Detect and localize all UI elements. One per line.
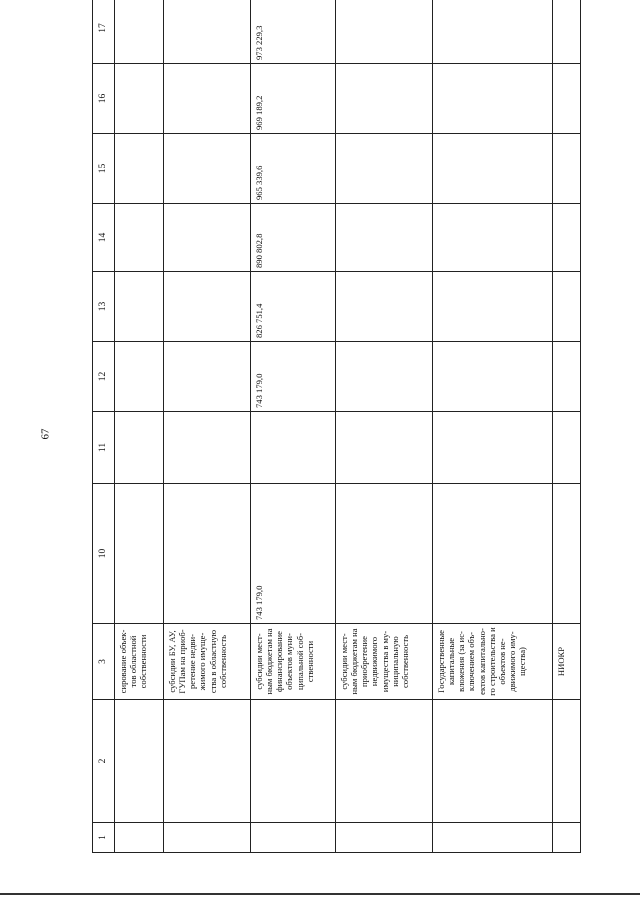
value-cell (115, 412, 164, 484)
cell-col2 (553, 700, 581, 823)
value-cell: 743 179,0 (251, 342, 336, 412)
value-cell: 743 179,0 (251, 484, 336, 624)
value-cell (433, 342, 553, 412)
cell-col2 (251, 700, 336, 823)
table-row (164, 0, 251, 853)
value-cell (164, 412, 251, 484)
table-row (336, 0, 433, 853)
value-cell (115, 0, 164, 64)
header-cell: 10 (93, 484, 115, 624)
cell-col1 (164, 823, 251, 853)
cell-col2 (164, 700, 251, 823)
value-cell (553, 342, 581, 412)
row-label: субсидии БУ, АУ, ГУПам на приоб-ретение недви-жимого имуще-ства в областную собственность (164, 624, 251, 700)
row-label: субсидии мест-ным бюджетам на приобретение недвижимого имущества в му-ниципальную собственность (336, 624, 433, 700)
value-cell (433, 134, 553, 204)
header-cell: 15 (93, 134, 115, 204)
value-cell: 969 189,2 (251, 64, 336, 134)
value-cell (336, 272, 433, 342)
cell-col1 (251, 823, 336, 853)
value-cell (336, 134, 433, 204)
row-label: Государственные капитальные вложения (за ис-ключением объ-ектов капитально-го строительства и объектов не-движимого иму-щества) (433, 624, 553, 700)
cell-col1 (553, 823, 581, 853)
value-cell (115, 64, 164, 134)
value-cell (553, 412, 581, 484)
value-cell (164, 272, 251, 342)
cell-col1 (433, 823, 553, 853)
cell-col1 (115, 823, 164, 853)
header-cell: 3 (93, 624, 115, 700)
header-cell: 1 (93, 823, 115, 853)
row-label: субсидии мест-ным бюджетам на финансирование объектов муни-ципальной соб-ственности (251, 624, 336, 700)
cell-col2 (115, 700, 164, 823)
header-cell: 13 (93, 272, 115, 342)
value-cell (164, 342, 251, 412)
value-cell (336, 342, 433, 412)
value-cell (336, 204, 433, 272)
value-cell (336, 484, 433, 624)
value-cell (433, 204, 553, 272)
value-cell (553, 134, 581, 204)
cell-col2 (433, 700, 553, 823)
rotated-table-wrapper (92, 13, 580, 853)
value-cell (336, 64, 433, 134)
value-cell (164, 64, 251, 134)
table-row (553, 0, 581, 853)
table-row (115, 0, 164, 853)
header-cell: 2 (93, 700, 115, 823)
page-bottom-rule (0, 893, 640, 895)
table-row (251, 0, 336, 853)
value-cell (553, 272, 581, 342)
header-cell: 16 (93, 64, 115, 134)
value-cell (433, 272, 553, 342)
page-number: 67 (39, 428, 52, 440)
value-cell (553, 204, 581, 272)
value-cell (115, 134, 164, 204)
value-cell: 973 229,3 (251, 0, 336, 64)
row-label: НИОКР (553, 624, 581, 700)
value-cell: 965 339,6 (251, 134, 336, 204)
value-cell (433, 64, 553, 134)
value-cell (433, 484, 553, 624)
value-cell (251, 412, 336, 484)
value-cell (336, 0, 433, 64)
cell-col1 (336, 823, 433, 853)
value-cell (433, 412, 553, 484)
table-header-row (93, 0, 115, 853)
value-cell (115, 204, 164, 272)
value-cell (115, 484, 164, 624)
header-cell: 17 (93, 0, 115, 64)
budget-table (92, 0, 581, 853)
row-label: сирование объек-тов областной собственности (115, 624, 164, 700)
value-cell: 890 802,8 (251, 204, 336, 272)
cell-col2 (336, 700, 433, 823)
value-cell (115, 342, 164, 412)
value-cell (164, 0, 251, 64)
value-cell (115, 272, 164, 342)
header-cell: 12 (93, 342, 115, 412)
value-cell: 826 751,4 (251, 272, 336, 342)
value-cell (433, 0, 553, 64)
header-cell: 14 (93, 204, 115, 272)
value-cell (164, 134, 251, 204)
value-cell (553, 0, 581, 64)
value-cell (553, 484, 581, 624)
value-cell (164, 204, 251, 272)
table-row (433, 0, 553, 853)
value-cell (336, 412, 433, 484)
value-cell (164, 484, 251, 624)
value-cell (553, 64, 581, 134)
header-cell: 11 (93, 412, 115, 484)
